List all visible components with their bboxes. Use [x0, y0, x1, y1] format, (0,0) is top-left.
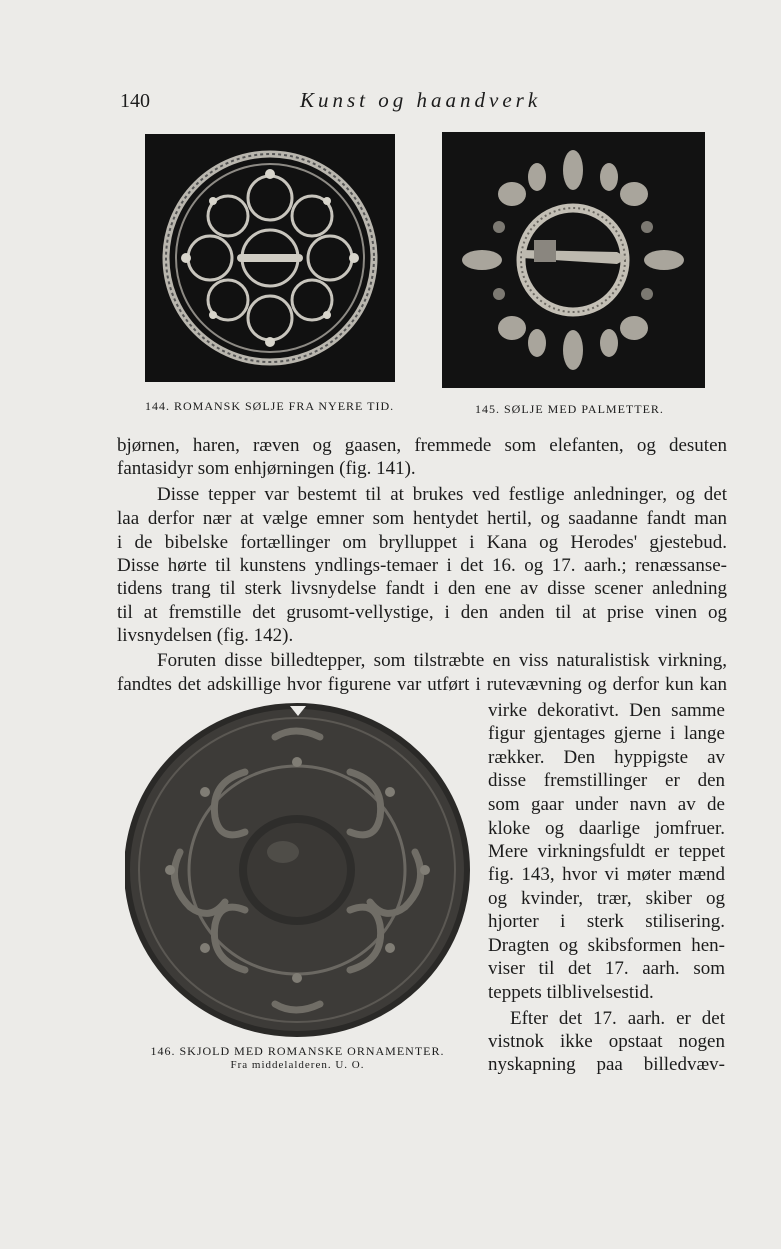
page-number: 140 — [120, 90, 150, 112]
column-text-line: teppets tilblivelsestid. — [488, 982, 654, 1003]
column-text-line: Dragten og skibsformen hen- — [488, 935, 725, 956]
figure-145-caption: 145. SØLJE MED PALMETTER. — [475, 402, 664, 416]
text-line: i de bibelske fortællinger om brylluppet i Kana og Herodes' gjestebud. — [117, 532, 727, 553]
column-text-line: Mere virkningsfuldt er teppet — [488, 841, 725, 862]
text-line: fandtes det adskillige hvor figurene var utført i rutevævning og derfor kun kan — [117, 674, 727, 695]
text-line: tidens trang til sterk livsnydelse fandt i den ene av disse scener anledning — [117, 578, 727, 599]
column-text-line: nyskapning paa billedvæv- — [488, 1054, 725, 1075]
column-text-line: hjorter i sterk stilisering. — [488, 911, 725, 932]
column-text-line: virke dekorativt. Den samme — [488, 700, 725, 721]
text-line: Disse hørte til kunstens yndlings-temaer i det 16. og 17. aarh.; renæssanse- — [117, 555, 727, 576]
column-text-line: viser til det 17. aarh. som — [488, 958, 725, 979]
figure-146-subcaption: Fra middelalderen. U. O. — [230, 1059, 365, 1071]
text-line: Disse tepper var bestemt til at brukes ved festlige anledninger, og det — [157, 484, 727, 505]
column-text-line: og kvinder, trær, skiber og — [488, 888, 725, 909]
figure-146-shield-photo — [125, 702, 470, 1037]
column-text-line: disse fremstillinger er den — [488, 770, 725, 791]
figure-146-caption: 146. SKJOLD MED ROMANSKE ORNAMENTER. — [150, 1044, 445, 1058]
text-line: Foruten disse billedtepper, som tilstræbte en viss naturalistisk virkning, — [157, 650, 727, 671]
figure-145-brooch-photo — [442, 132, 705, 388]
column-text-line: Efter det 17. aarh. er det — [510, 1008, 725, 1029]
column-text-line: som gaar under navn av de — [488, 794, 725, 815]
text-line: til at fremstille det grusomt-vellystige, i den anden til at prise vinen og — [117, 602, 727, 623]
text-line: fantasidyr som enhjørningen (fig. 141). — [117, 458, 416, 479]
column-text-line: kloke og daarlige jomfruer. — [488, 818, 725, 839]
column-text-line: vistnok ikke opstaat nogen — [488, 1031, 725, 1052]
column-text-line: figur gjentages gjerne i lange — [488, 723, 725, 744]
column-text-line: rækker. Den hyppigste av — [488, 747, 725, 768]
text-line: laa derfor nær at vælge emner som hentydet hertil, og saadanne fandt man — [117, 508, 727, 529]
figure-144-brooch-photo — [145, 134, 395, 382]
text-line: bjørnen, haren, ræven og gaasen, fremmede som elefanten, og desuten — [117, 435, 727, 456]
figure-144-caption: 144. ROMANSK SØLJE FRA NYERE TID. — [145, 399, 395, 413]
running-title: Kunst og haandverk — [300, 88, 542, 112]
text-line: livsnydelsen (fig. 142). — [117, 625, 294, 646]
column-text-line: fig. 143, hvor vi møter mænd — [488, 864, 725, 885]
figure-146-caption-block — [125, 1044, 470, 1071]
